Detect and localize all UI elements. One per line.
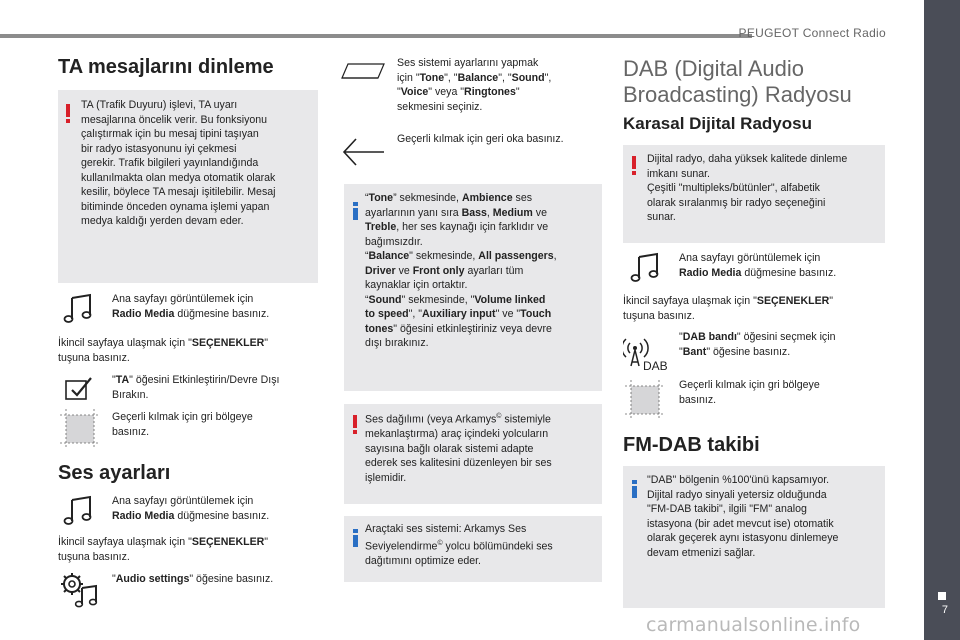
dab-warning-box xyxy=(623,145,885,243)
page-marker xyxy=(938,592,946,600)
section-title-fmdab: FM-DAB takibi xyxy=(623,434,760,456)
info-icon-3 xyxy=(632,480,637,498)
brand-label: PEUGEOT Connect Radio xyxy=(738,26,886,40)
audio-settings-icon xyxy=(58,570,100,610)
watermark-text: carmanualsonline.info xyxy=(646,614,861,636)
dab-step-2: İkincil sayfaya ulaşmak için "SEÇENEKLER" tuşuna basınız. xyxy=(623,295,834,322)
info-icon-2 xyxy=(353,529,358,547)
grey-zone-icon xyxy=(58,407,102,451)
music-note-icon xyxy=(60,293,96,325)
ta-warning-box xyxy=(58,90,318,283)
audio-step-3: "Audio settings" öğesine basınız. xyxy=(112,573,274,585)
audio-step-4: Ses sistemi ayarlarını yapmak için "Tone", "Balance", "Sound", "Voice" veya "Ringtones" sekmesini seçiniz. xyxy=(397,57,552,113)
arkamys-warning-text: Ses dağılımı (veya Arkamys© sistemiyle mekanlaştırma) araç içindeki yolcuların sayısına bağlı olarak sistemi adapte ederek ses kalitesini düzenleyen bir ses işlemidir. xyxy=(365,413,552,484)
audio-info-box xyxy=(344,184,602,391)
ta-warning-text: TA (Trafik Duyuru) işlevi, TA uyarı mesajlarına öncelik verir. Bu fonksiyonu çalıştırmak için bu mesaj tipini taşıyan bir radyo istasyonunu iyi çekmesi gerekir. Trafik bilgileri yayınlandığında kullanılmakta olan medya otomatik olarak kesilir, böylece TA mesajı işitilebilir. Mesaj bitiminde önceden oynama işlemi yapan medya kaldığı yerden devam eder. xyxy=(81,99,276,227)
header-rule xyxy=(0,34,752,38)
dab-icon-label: DAB xyxy=(643,359,668,373)
arkamys-warning-box xyxy=(344,404,602,504)
page-sidebar xyxy=(924,0,960,640)
music-note-icon-3 xyxy=(627,252,663,284)
info-icon xyxy=(353,202,358,220)
page-number: 7 xyxy=(941,604,948,616)
ta-step-2: İkincil sayfaya ulaşmak için "SEÇENEKLER" tuşuna basınız. xyxy=(58,337,269,364)
dab-step-1: Ana sayfayı görüntülemek için Radio Media düğmesine basınız. xyxy=(679,252,837,279)
dab-radio-icon xyxy=(623,332,673,374)
section-title-dab: DAB (Digital Audio Broadcasting) Radyosu xyxy=(623,56,852,107)
checkbox-icon xyxy=(62,374,94,404)
tabs-icon xyxy=(340,60,386,80)
ta-step-4: Geçerli kılmak için gri bölgeye basınız. xyxy=(112,411,253,438)
subsection-title-digital: Karasal Dijital Radyosu xyxy=(623,114,812,133)
fmdab-info-text: "DAB" bölgenin %100'ünü kapsamıyor. Dijital radyo sinyali yetersiz olduğunda "FM-DAB takibi", ilgili "FM" analog istasyona (bir adet mevcut ise) otomatik olarak geçerek aynı istasyonu dinlemeye devam etmenizi sağlar. xyxy=(647,474,839,559)
dab-step-3: "DAB bandı" öğesini seçmek için "Bant" öğesine basınız. xyxy=(679,331,836,358)
dab-warning-text: Dijital radyo, daha yüksek kalitede dinleme imkanı sunar. Çeşitli "multipleks/bütünler", alfabetik olarak sıralanmış bir radyo seçeneğini sunar. xyxy=(647,153,848,223)
arkamys-info-box xyxy=(344,516,602,582)
audio-step-2: İkincil sayfaya ulaşmak için "SEÇENEKLER" tuşuna basınız. xyxy=(58,536,269,563)
audio-info-text: “Tone” sekmesinde, Ambience ses ayarlarının yanı sıra Bass, Medium ve Treble, her ses kaynağı için farklıdır ve bağımsızdır. “Balance" sekmesinde, All passengers, Driver ve Front only ayarları tüm kaynaklar için ortaktır. “Sound" sekmesinde, "Volume linked to speed", "Auxiliary input" ve "Touch tones" öğesini etkinleştiriniz veya devre dışı bırakınız. xyxy=(365,192,557,349)
back-arrow-icon xyxy=(340,134,386,170)
section-title-audio: Ses ayarları xyxy=(58,462,171,484)
ta-step-3: "TA" öğesini Etkinleştirin/Devre Dışı Bırakın. xyxy=(112,374,280,401)
warning-icon-2 xyxy=(353,415,357,433)
warning-icon-3 xyxy=(632,156,636,174)
music-note-icon-2 xyxy=(60,495,96,527)
audio-step-5: Geçerli kılmak için geri oka basınız. xyxy=(397,133,564,145)
warning-icon xyxy=(66,104,70,122)
arkamys-info-text: Araçtaki ses sistemi: Arkamys Ses Seviyelendirme© yolcu bölümündeki ses dağıtımını optimize eder. xyxy=(365,523,553,567)
fmdab-info-box xyxy=(623,466,885,608)
audio-step-1: Ana sayfayı görüntülemek için Radio Media düğmesine basınız. xyxy=(112,495,270,522)
dab-step-4: Geçerli kılmak için gri bölgeye basınız. xyxy=(679,379,820,406)
grey-zone-icon-2 xyxy=(623,378,667,422)
section-title-ta: TA mesajlarını dinleme xyxy=(58,56,274,78)
ta-step-1: Ana sayfayı görüntülemek için Radio Media düğmesine basınız. xyxy=(112,293,270,320)
